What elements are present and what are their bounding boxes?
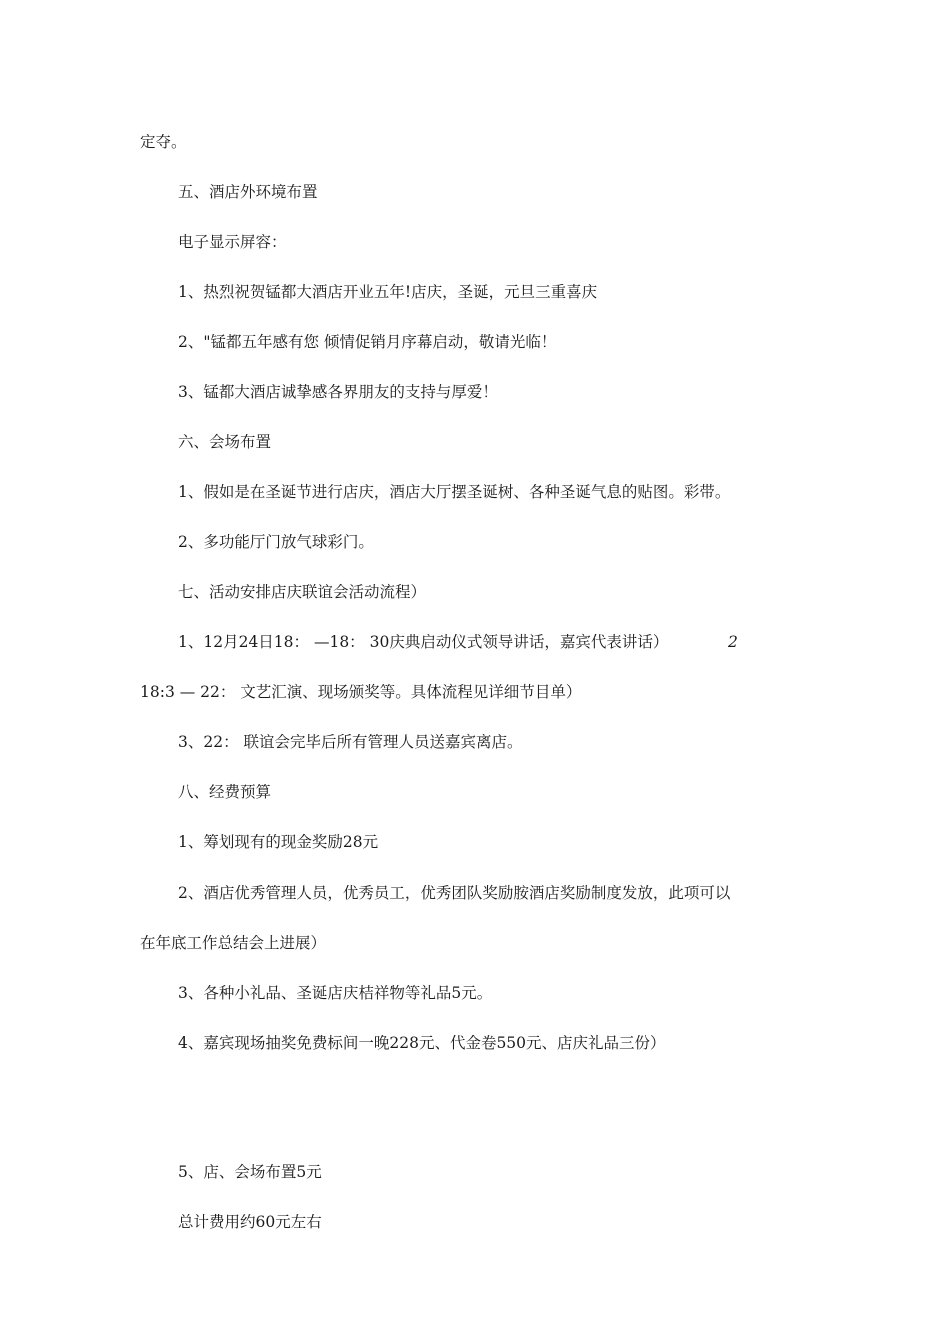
paragraph-line: 3、各种小礼品、圣诞店庆桔祥物等礼品5元。	[178, 984, 493, 1002]
paragraph-line: 5、店、会场布置5元	[178, 1163, 322, 1181]
paragraph-line: 1、筹划现有的现金奖励28元	[178, 833, 379, 851]
paragraph-line: 电子显示屏容：	[178, 233, 287, 251]
paragraph-line: 1、热烈祝贺锰都大酒店开业五年!店庆，圣诞，元旦三重喜庆	[178, 283, 598, 301]
paragraph-line: 2、"锰都五年感有您 倾情促销月序幕启动，敬请光临！	[178, 333, 557, 351]
paragraph-line: 3、22： 联谊会完毕后所有管理人员送嘉宾离店。	[178, 733, 523, 751]
section-heading: 五、酒店外环境布置	[178, 183, 318, 201]
paragraph-line: 2、酒店优秀管理人员，优秀员工，优秀团队奖励胺酒店奖励制度发放，此项可以	[178, 884, 731, 902]
paragraph-line: 总计费用约60元左右	[178, 1213, 322, 1231]
list-number: 2	[728, 633, 738, 651]
paragraph-line: 2、多功能厅门放气球彩门。	[178, 533, 374, 551]
paragraph-line: 1、假如是在圣诞节进行店庆，酒店大厅摆圣诞树、各种圣诞气息的贴图。彩带。	[178, 483, 731, 501]
section-heading: 七、活动安排店庆联谊会活动流程）	[178, 583, 427, 601]
section-heading: 八、经费预算	[178, 783, 272, 801]
paragraph-line: 1、12月24日18： —18： 30庆典启动仪式领导讲话，嘉宾代表讲话）	[178, 633, 669, 651]
paragraph-line: 18:3 — 22： 文艺汇演、现场颁奖等。具体流程见详细节目单）	[140, 683, 582, 701]
paragraph-line: 3、锰都大酒店诚挚感各界朋友的支持与厚爱！	[178, 383, 498, 401]
paragraph-line: 4、嘉宾现场抽奖免费标间一晚228元、代金卷550元、店庆礼品三份）	[178, 1034, 666, 1052]
section-heading: 六、会场布置	[178, 433, 272, 451]
paragraph-line: 定夺。	[140, 133, 187, 151]
paragraph-line: 在年底工作总结会上进展）	[140, 934, 327, 952]
